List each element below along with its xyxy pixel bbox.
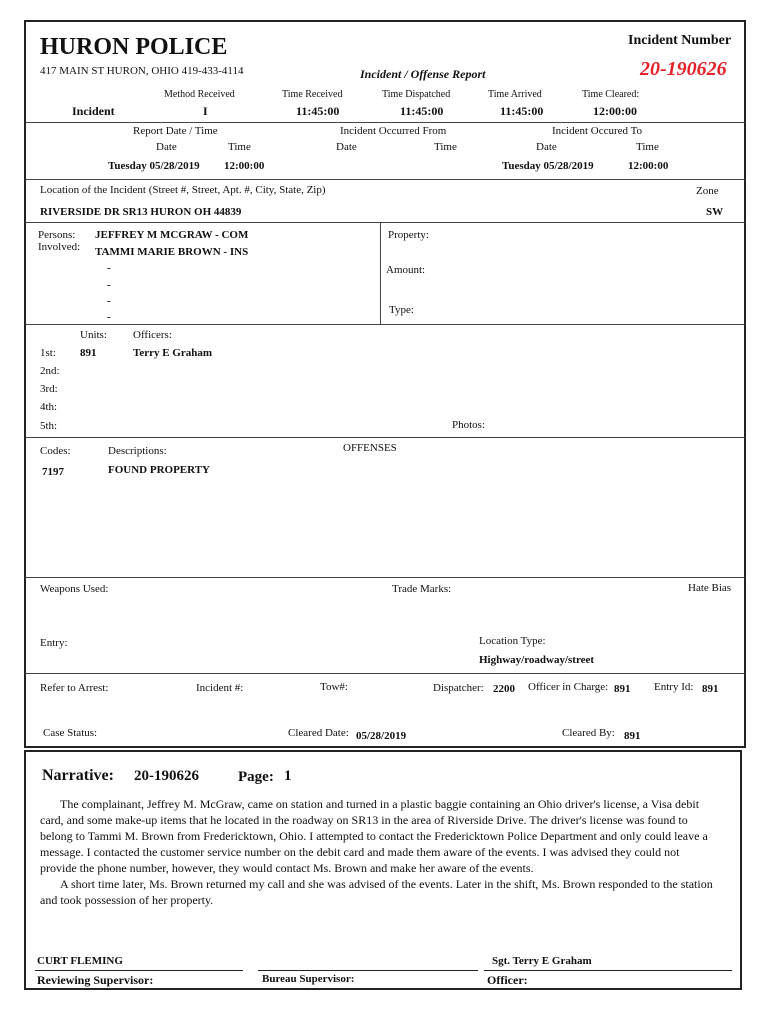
unit-row-label: 1st: bbox=[40, 347, 56, 359]
incident-number: 20-190626 bbox=[640, 58, 727, 80]
location-label: Location of the Incident (Street #, Street, Apt. #, City, State, Zip) bbox=[40, 184, 326, 196]
type-label: Type: bbox=[389, 304, 414, 316]
incident-no-label: Incident #: bbox=[196, 682, 244, 694]
dispatcher-label: Dispatcher: bbox=[433, 682, 484, 694]
officer-in-charge-label: Officer in Charge: bbox=[528, 681, 609, 693]
bureau-supervisor-label: Bureau Supervisor: bbox=[262, 973, 355, 985]
offense-code: 7197 bbox=[42, 466, 64, 478]
reviewing-supervisor-label: Reviewing Supervisor: bbox=[37, 973, 154, 987]
divider bbox=[25, 577, 745, 578]
unit-row-label: 5th: bbox=[40, 420, 58, 432]
divider bbox=[25, 222, 745, 223]
narrative-paragraph: A short time later, Ms. Brown returned my call and she was advised of the events. Later in the shift, Ms. Brown responded to the station and took possession of her property. bbox=[40, 877, 713, 907]
property-label: Property: bbox=[388, 229, 429, 241]
location-value: RIVERSIDE DR SR13 HURON OH 44839 bbox=[40, 206, 242, 218]
divider bbox=[25, 673, 745, 674]
cleared-date-label: Cleared Date: bbox=[288, 727, 349, 739]
dispatcher-value: 2200 bbox=[493, 683, 515, 695]
person-entry: JEFFREY M MCGRAW - COM bbox=[95, 229, 249, 241]
time-received-value: 11:45:00 bbox=[296, 104, 340, 118]
offenses-section-title: OFFENSES bbox=[343, 442, 397, 454]
time-arrived-value: 11:45:00 bbox=[500, 104, 544, 118]
method-received-label: Method Received bbox=[164, 89, 235, 100]
zone-label: Zone bbox=[696, 185, 719, 197]
weapons-used-label: Weapons Used: bbox=[40, 583, 109, 595]
divider bbox=[25, 324, 745, 325]
persons-label-line2: Involved: bbox=[38, 241, 81, 253]
unit-row-label: 2nd: bbox=[40, 365, 60, 377]
hate-bias-label: Hate Bias bbox=[688, 582, 732, 594]
cleared-date-value: 05/28/2019 bbox=[356, 730, 407, 742]
time-dispatched-value: 11:45:00 bbox=[400, 104, 444, 118]
time-dispatched-label: Time Dispatched bbox=[382, 89, 451, 100]
tow-label: Tow#: bbox=[320, 681, 348, 693]
report-datetime-label: Report Date / Time bbox=[133, 125, 218, 137]
signature-line bbox=[258, 970, 478, 971]
occurred-from-label: Incident Occurred From bbox=[340, 125, 447, 137]
officers-label: Officers: bbox=[133, 329, 172, 341]
location-type-value: Highway/roadway/street bbox=[479, 654, 595, 666]
time-received-label: Time Received bbox=[282, 89, 343, 100]
unit-row-label: 4th: bbox=[40, 401, 58, 413]
to-date-col-label: Date bbox=[536, 141, 557, 153]
officer-signature-name: Sgt. Terry E Graham bbox=[492, 955, 592, 967]
entry-id-value: 891 bbox=[702, 683, 719, 695]
person-entry: - bbox=[107, 279, 111, 291]
report-date-value: Tuesday 05/28/2019 bbox=[108, 160, 200, 172]
occurred-to-label: Incident Occured To bbox=[552, 125, 643, 137]
officer-name: Terry E Graham bbox=[133, 347, 213, 359]
narrative-page-number: 1 bbox=[284, 768, 292, 784]
unit-number: 891 bbox=[80, 347, 97, 359]
persons-property-divider bbox=[380, 222, 381, 324]
narrative-label: Narrative: bbox=[42, 767, 114, 784]
divider bbox=[25, 437, 745, 438]
from-time-col-label: Time bbox=[434, 141, 457, 153]
narrative-page-label: Page: bbox=[238, 769, 274, 785]
narrative-paragraph: The complainant, Jeffrey M. McGraw, came on station and turned in a plastic baggie containing an Ohio driver's license, a Visa debit card, and some make-up items that he located in the roadway on SR13 in the area of Riverside Drive. The driver's license was found to belong to Tammi M. Brown from Fredericktown, Ohio. I attempted to contact the Fredericktown Police Department and only could leave a message. I contacted the customer service number on the debit card and made them aware of the events. I was advised they could not provide the phone number, however, they would contact Ms. Brown and make her aware of the events. bbox=[40, 797, 708, 875]
persons-label-line1: Persons: bbox=[38, 229, 76, 241]
person-entry: - bbox=[107, 295, 111, 307]
person-entry: - bbox=[107, 311, 111, 323]
divider bbox=[25, 122, 745, 123]
from-date-col-label: Date bbox=[336, 141, 357, 153]
signature-line bbox=[35, 970, 243, 971]
time-arrived-label: Time Arrived bbox=[488, 89, 542, 100]
person-entry: - bbox=[107, 262, 111, 274]
officer-label: Officer: bbox=[487, 973, 528, 987]
cleared-by-value: 891 bbox=[624, 730, 641, 742]
time-cleared-value: 12:00:00 bbox=[593, 104, 637, 118]
descriptions-label: Descriptions: bbox=[108, 445, 167, 457]
officer-in-charge-value: 891 bbox=[614, 683, 631, 695]
refer-to-arrest-label: Refer to Arrest: bbox=[40, 682, 109, 694]
entry-id-label: Entry Id: bbox=[654, 681, 694, 693]
trade-marks-label: Trade Marks: bbox=[392, 583, 452, 595]
report-date-col-label: Date bbox=[156, 141, 177, 153]
agency-title: HURON POLICE bbox=[40, 34, 228, 60]
report-type-title: Incident / Offense Report bbox=[360, 67, 486, 81]
zone-value: SW bbox=[706, 206, 724, 218]
incident-number-label: Incident Number bbox=[628, 33, 732, 48]
to-time-value: 12:00:00 bbox=[628, 160, 669, 172]
divider bbox=[25, 179, 745, 180]
reviewing-supervisor-name: CURT FLEMING bbox=[37, 955, 123, 967]
person-entry: TAMMI MARIE BROWN - INS bbox=[95, 246, 249, 258]
report-time-value: 12:00:00 bbox=[224, 160, 265, 172]
cleared-by-label: Cleared By: bbox=[562, 727, 615, 739]
units-label: Units: bbox=[80, 329, 107, 341]
narrative-number: 20-190626 bbox=[134, 768, 199, 784]
unit-row-label: 3rd: bbox=[40, 383, 58, 395]
entry-label: Entry: bbox=[40, 637, 68, 649]
case-status-label: Case Status: bbox=[43, 727, 98, 739]
amount-label: Amount: bbox=[386, 264, 426, 276]
location-type-label: Location Type: bbox=[479, 635, 546, 647]
incident-row-label: Incident bbox=[72, 104, 115, 118]
narrative-text bbox=[40, 796, 716, 908]
signature-line bbox=[484, 970, 732, 971]
photos-label: Photos: bbox=[452, 419, 486, 431]
method-received-value: I bbox=[203, 104, 208, 118]
offense-description: FOUND PROPERTY bbox=[108, 464, 210, 476]
to-time-col-label: Time bbox=[636, 141, 659, 153]
time-cleared-label: Time Cleared: bbox=[582, 89, 640, 100]
to-date-value: Tuesday 05/28/2019 bbox=[502, 160, 594, 172]
codes-label: Codes: bbox=[40, 445, 71, 457]
agency-address: 417 MAIN ST HURON, OHIO 419-433-4114 bbox=[40, 65, 244, 77]
report-time-col-label: Time bbox=[228, 141, 251, 153]
